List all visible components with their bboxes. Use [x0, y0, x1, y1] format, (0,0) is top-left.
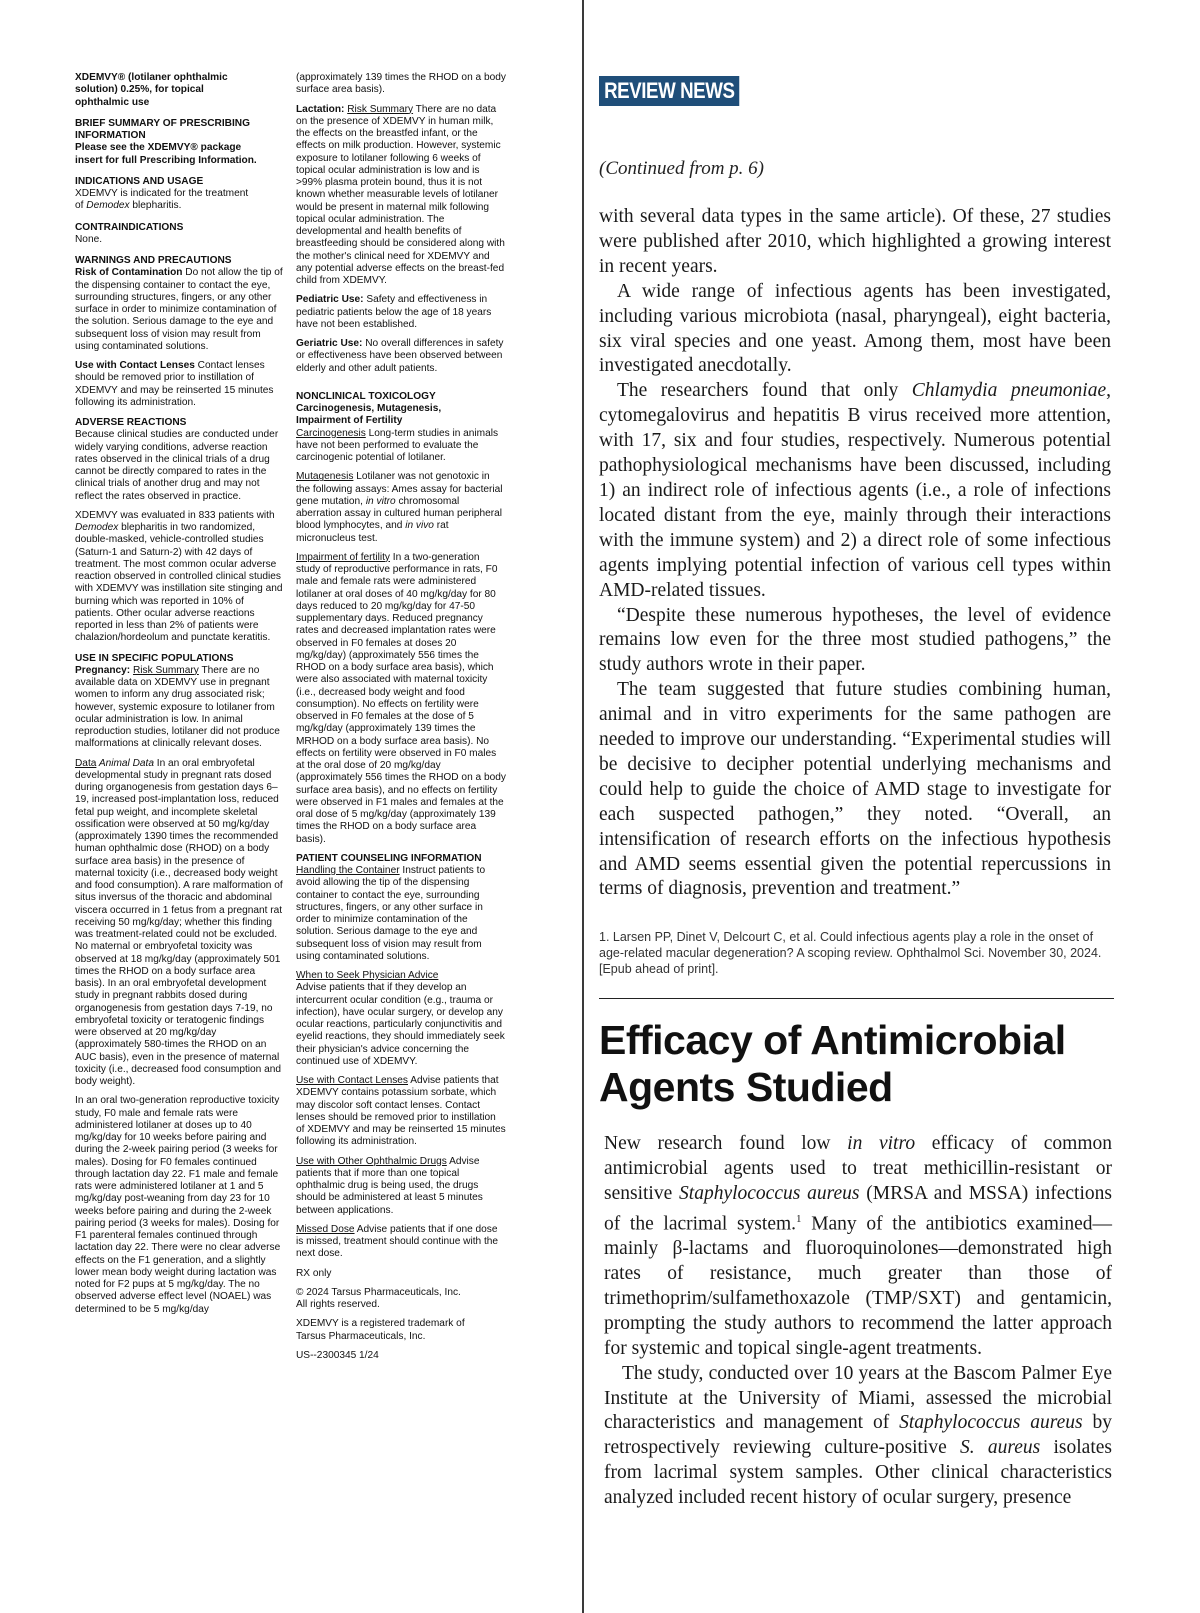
- article-paragraph: The researchers found that only Chlamydia pneumoniae, cytomegalovirus and hepatitis B virus received more attention, with 17, six and four studies, respectively. Numerous potential pathophysiological mechanisms have been discussed, including 1) an indirect role of infectious agents (i.e., a role of infections located distant from the eye, mainly through their interactions with the immune system) and 2) a direct role of some infectious agents implying potential infection of various cell types within AMD-related tissues.: [599, 380, 1112, 601]
- adverse-reactions-text-1: Because clinical studies are conducted under widely varying conditions, adverse reaction rates observed in the clinical trials of a drug cannot be directly compared to rates in the clinical trials of another drug and may not reflect the rates observed in practice.: [75, 429, 279, 502]
- carcinogenesis-text: Carcinogenesis Long-term studies in animals have not been performed to evaluate the carcinogenic potential of lotilaner.: [296, 427, 499, 463]
- contraindications-heading: CONTRAINDICATIONS: [75, 221, 184, 233]
- animal-data-text: Data Animal Data In an oral embryofetal developmental study in pregnant rats dosed during organogenesis from gestation days 6–19, increased post-implantation loss, reduced fetal pup weight, and incomplete skeletal ossification were observed at 50 mg/kg/day (approximately 1390 times the recommended human ophthalmic dose (RHOD) on a body surface area basis) in the presence of maternal toxicity (i.e., decreased body weight and food consumption). A rare malformation of situs inversus of the thoracic and abdominal viscera occurred in 1 fetus from a pregnant rat receiving 50 mg/kg/day; whether this finding was treatment-related could not be excluded. No maternal or embryofetal toxicity was observed at 18 mg/kg/day (approximately 501 times the RHOD on a body surface area basis). In an oral embryofetal development study in pregnant rabbits dosed during organogenesis from gestation days 7-19, no embryofetal toxicity or teratogenic findings were observed at 20 mg/kg/day (approximately 580-times the RHOD on an AUC basis), even in the presence of maternal toxicity (i.e., decreased food consumption and body weight).: [75, 757, 283, 1087]
- adverse-reactions-text-2: XDEMVY was evaluated in 833 patients with Demodex blepharitis in two randomized, double-masked, vehicle-controlled studies (Saturn-1 and Saturn-2) with 42 days of treatment. The most common ocular adverse reaction observed in controlled clinical studies with XDEMVY was instillation site stinging and burning which was reported in 10% of patients. Other ocular adverse reactions reported in less than 2% of patients were chalazion/hordeolum and punctate keratitis.: [75, 509, 283, 644]
- prescribing-column-2: [296, 72, 506, 1369]
- adverse-reactions-heading: ADVERSE REACTIONS: [75, 417, 187, 428]
- right-page-article: [584, 0, 1200, 1613]
- article-paragraph: The team suggested that future studies combining human, animal and in vitro experiments for the same pathogen are needed to improve our understanding. “Experimental studies will be decisive to decipher potential underlying mechanisms and could help to guide the choice of AMD stage to investigate for each suspected pathogen,” they noted. “Overall, an intensification of research efforts on the infectious hypothesis and AMD seems essential given the potential repercussions in terms of diagnosis, prevention and treatment.”: [599, 679, 1111, 900]
- missed-dose-text: Missed Dose Advise patients that if one dose is missed, treatment should continue with the next dose.: [296, 1223, 499, 1260]
- reference-note: 1. Larsen PP, Dinet V, Delcourt C, et al. Could infectious agents play a role in the onset of age-related macular degeneration? A scoping review. Ophthalmol Sci. November 30, 2024. [Epub ahead of print].: [599, 930, 1102, 976]
- indications-heading: INDICATIONS AND USAGE: [75, 175, 204, 187]
- product-title-block: [75, 72, 283, 109]
- toxicology-heading: NONCLINICAL TOXICOLOGY Carcinogenesis, Mutagenesis, Impairment of Fertility: [296, 390, 442, 427]
- product-title: XDEMVY® (lotilaner ophthalmic solution) 0.25%, for topical ophthalmic use: [75, 72, 228, 108]
- article-body-new: [604, 1132, 1112, 1511]
- continued-text: (approximately 139 times the RHOD on a body surface area basis).: [296, 72, 506, 96]
- article-paragraph: New research found low in vitro efficacy of common antimicrobial agents used to treat methicillin-resistant or sensitive Staphylococcus aureus (MRSA and MSSA) infections of the lacrimal system.$^1$ Many of the antibiotics examined—mainly β-lactams and fluoroquinolones—demonstrated high rates of resistance, much greater than those of trimethoprim/sulfamethoxazole (TMP/SXT) and gentamicin, prompting the study authors to recommend the latter approach for systemic and topical single-agent treatments.: [604, 1133, 1112, 1359]
- pregnancy-text: Pregnancy: Risk Summary There are no available data on XDEMVY use in pregnant women to inform any drug associated risk; however, systemic exposure to lotilaner from ocular administration is low. In animal reproduction studies, lotilaner did not produce malformations at clinically relevant doses.: [75, 664, 280, 750]
- adverse-reactions-section: [75, 417, 283, 645]
- geriatric-use-text: Geriatric Use: No overall differences in safety or effectiveness have been observed between elderly and other adult patients.: [296, 338, 504, 374]
- contact-lenses-text: Use with Contact Lenses Contact lenses should be removed prior to instillation of XDEMVY and may be reinserted 15 minutes following its administration.: [75, 360, 274, 408]
- review-news-badge: REVIEW NEWS: [599, 76, 740, 106]
- rx-only-text: RX only: [296, 1267, 332, 1279]
- article-paragraph: “Despite these numerous hypotheses, the level of evidence remains low even for the three most studied pathogens,” the study authors wrote in their paper.: [599, 604, 1111, 676]
- contraindications-text: None.: [75, 233, 103, 245]
- brief-summary-block: [75, 118, 283, 167]
- article-headline: Efficacy of Antimicrobial Agents Studied: [599, 1017, 1066, 1110]
- copyright-text: © 2024 Tarsus Pharmaceuticals, Inc. All rights reserved.: [296, 1286, 461, 1310]
- lactation-text: Lactation: Risk Summary There are no data on the presence of XDEMVY in human milk, the effects on the breastfed infant, or the effects on milk production. However, systemic exposure to lotilaner following 6 weeks of topical ocular administration is low and is >99% plasma protein bound, thus it is not known whether measurable levels of lotilaner would be present in maternal milk following topical ocular administration. The developmental and health benefits of breastfeeding should be considered along with the mother's clinical need for XDEMVY and any potential adverse effects on the breast-fed child from XDEMVY.: [296, 103, 505, 286]
- other-drugs-text: Use with Other Ophthalmic Drugs Advise patients that if more than one topical ophthalmic drug is being used, the drugs should be administered at least 5 minutes between applications.: [296, 1155, 483, 1216]
- specific-populations-heading: USE IN SPECIFIC POPULATIONS: [75, 652, 234, 664]
- trademark-text: XDEMVY is a registered trademark of Tarsus Pharmaceuticals, Inc.: [296, 1318, 465, 1342]
- warnings-section: [75, 255, 283, 409]
- indications-text: XDEMVY is indicated for the treatment of Demodex blepharitis.: [75, 188, 249, 212]
- brief-summary-heading: BRIEF SUMMARY OF PRESCRIBING INFORMATION Please see the XDEMVY® package insert for full Prescribing Information.: [75, 117, 257, 166]
- fertility-text: Impairment of fertility In a two-generation study of reproductive performance in rats, F0 male and female rats were administered lotilaner at oral doses of 40 mg/kg/day for 80 days reduced to 20 mg/kg/day for 47-50 supplementary days. Reduced pregnancy rates and decreased implantation rates were observed in F0 females at doses 20 mg/kg/day) (approximately 556 times the RHOD on a body surface area basis), which were also associated with maternal toxicity (i.e., decreased body weight and food consumption). No effects on fertility were observed in F0 females at the dose of 5 mg/kg/day (approximately 139 times the MRHOD on a body surface area basis). No effects on fertility were observed in F0 males at the oral dose of 20 mg/kg/day (approximately 556 times the RHOD on a body surface area basis), and no effects on fertility were observed in F1 males and females at the oral dose of 5 mg/kg/day (approximately 139 times the RHOD on a body surface area basis).: [296, 551, 506, 845]
- prescribing-column-1: [75, 72, 283, 1324]
- article-paragraph: The study, conducted over 10 years at the Bascom Palmer Eye Institute at the University of Miami, assessed the microbial characteristics and management of Staphylococcus aureus by retrospectively reviewing culture-positive S. aureus isolates from lacrimal system samples. Other clinical characteristics analyzed included recent history of ocular surgery, presence: [604, 1362, 1113, 1509]
- risk-of-contamination-text: Risk of Contamination Do not allow the tip of the dispensing container to contact the eye, surrounding structures, fingers, or any other surface in order to minimize contamination of the solution. Serious damage to the eye and subsequent loss of vision may result from using contaminated solutions.: [75, 267, 283, 352]
- handling-container-text: Handling the Container Instruct patients to avoid allowing the tip of the dispensing container to contact the eye, surrounding structures, fingers, or any other surface in order to minimize contamination of the solution. Serious damage to the eye and subsequent loss of vision may result from using contaminated solutions.: [296, 865, 486, 962]
- pediatric-use-text: Pediatric Use: Safety and effectiveness in pediatric patients below the age of 18 years have not been established.: [296, 294, 492, 330]
- article-body-continued: [599, 205, 1111, 902]
- contraindications-section: [75, 222, 283, 247]
- document-code: US--2300345 1/24: [296, 1349, 379, 1361]
- two-generation-study-text: In an oral two-generation reproductive toxicity study, F0 male and female rats were administered lotilaner at doses up to 40 mg/kg/day for 10 weeks before pairing and during the 2-week pairing period (3 weeks for males). Dosing for F0 females continued through lactation day 22. F1 male and female rats were administered lotilaner at 1 and 5 mg/kg/day post-weaning from day 23 for 10 weeks before pairing and during the 2-week pairing period (3 weeks for males). Dosing for F1 parenteral females continued through lactation day 22. There were no clear adverse effects on the F1 generation, and a slightly lower mean body weight during lactation was noted for F2 pups at 5 mg/kg/day. The no observed adverse effect level (NOAEL) was determined to be 5 mg/kg/day: [75, 1095, 281, 1315]
- indications-section: [75, 176, 283, 213]
- mutagenesis-text: Mutagenesis Lotilaner was not genotoxic in the following assays: Ames assay for bacterial gene mutation, in vitro chromosomal aberration assay in cultured human peripheral blood lymphocytes, and in vivo rat micronucleus test.: [296, 471, 503, 544]
- contact-lenses-advice-text: Use with Contact Lenses Advise patients that XDEMVY contains potassium sorbate, which may discolor soft contact lenses. Contact lenses should be removed prior to instillation of XDEMVY and may be reinserted 15 minutes following its administration.: [296, 1075, 506, 1148]
- warnings-heading: WARNINGS AND PRECAUTIONS: [75, 255, 232, 266]
- article-paragraph: with several data types in the same article). Of these, 27 studies were published after 2010, which highlighted a growing interest in recent years.: [599, 206, 1111, 277]
- seek-advice-text: When to Seek Physician Advice Advise patients that if they develop an intercurrent ocular condition (e.g., trauma or infection), have ocular surgery, or develop any ocular reactions, particularly conjunctivitis and eyelid reactions, they should immediately seek their physician's advice concerning the continued use of XDEMVY.: [296, 970, 505, 1067]
- specific-populations-section: [75, 653, 283, 1316]
- patient-counseling-heading: PATIENT COUNSELING INFORMATION: [296, 852, 482, 864]
- section-rule: [599, 998, 1114, 999]
- article-paragraph: A wide range of infectious agents has been investigated, including various microbiota (nasal, pharyngeal), eight bacteria, six viral species and one yeast. Among them, most have been investigated anecdotally.: [599, 280, 1111, 377]
- left-page-prescribing-info: [0, 0, 582, 1613]
- continued-from-note: (Continued from p. 6): [599, 158, 765, 179]
